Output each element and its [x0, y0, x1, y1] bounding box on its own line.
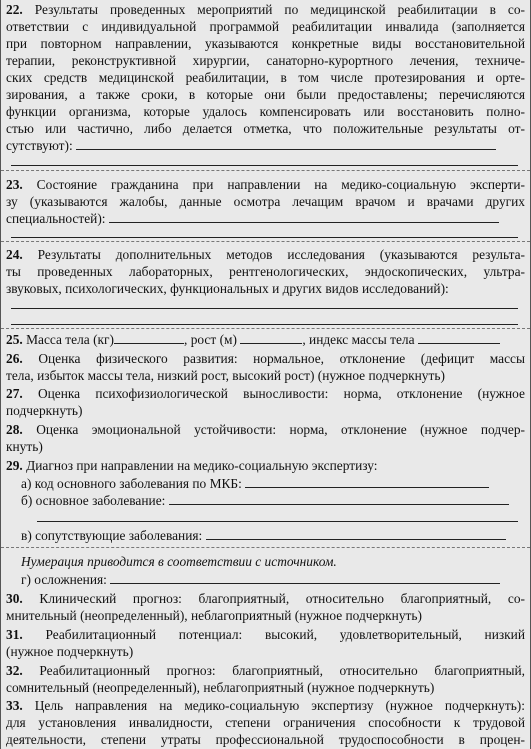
section-number: 29. [6, 458, 23, 473]
section-26-text: тела, избыток массы тела, низкий рост, высокий рост) (нужное подчеркнуть) [6, 368, 445, 383]
height-field[interactable] [240, 331, 302, 344]
section-24-text: звуковых, психологических, функциональных и других видов исследований): [6, 281, 449, 296]
section-22-text: функции организма, которые удалось компенсировать или восстановить полно- [6, 104, 525, 119]
results-field[interactable] [76, 137, 496, 150]
icd-code-field[interactable] [245, 475, 489, 488]
section-22-text: при повторном направлении, указываются конкретные виды восстановительной [6, 36, 525, 51]
section-26 [6, 350, 525, 367]
section-24-text: Результаты дополнительных методов исследования (указываются результа- [37, 247, 525, 262]
section-number: 22. [6, 2, 23, 17]
divider [1, 534, 530, 548]
mass-label: Масса тела (кг) [26, 332, 114, 347]
section-32-text: сомнительный (неопределенный), неблагоприятный (нужное подчеркнуть) [6, 680, 435, 695]
section-32-text: Реабилитационный прогноз: благоприятный, относительно благоприятный, [39, 663, 525, 678]
section-33-text: Цель направления на медико-социальную экспертизу (нужное подчеркнуть): [34, 698, 525, 713]
blank-line[interactable] [11, 165, 518, 166]
blank-line[interactable] [11, 308, 518, 309]
section-number: 32. [6, 663, 23, 678]
section-number: 33. [6, 698, 23, 713]
bmi-label: , индекс массы тела [302, 332, 415, 347]
section-number: 31. [6, 627, 23, 642]
section-24-text: ты проведенных лабораторных, рентгенологических, эндоскопических, ультра- [6, 264, 525, 279]
section-22-text: Результаты проведенных мероприятий по медицинской реабилитации в со- [34, 2, 525, 17]
blank-line[interactable] [11, 237, 518, 238]
section-22-text: ских средств медицинской реабилитации, в том числе протезирования и орте- [6, 70, 525, 85]
section-26-text: Оценка физического развития: нормальное, отклонение (дефицит массы [38, 351, 525, 366]
main-disease-field[interactable] [169, 492, 509, 505]
comorbidities-label: в) сопутствующие заболевания: [21, 528, 203, 543]
condition-field[interactable] [109, 210, 499, 223]
section-27 [6, 385, 525, 402]
icd-code-label: а) код основного заболевания по МКБ: [21, 476, 242, 491]
section-27-text: подчеркнуть) [6, 403, 83, 418]
section-number: 27. [6, 386, 23, 401]
complications-field[interactable] [110, 571, 500, 584]
section-28-text: Оценка эмоциональной устойчивости: норма, отклонение (нужное подчер- [36, 422, 525, 437]
section-23-text: Состояние гражданина при направлении на медико-социальную эксперти- [36, 177, 525, 192]
section-33-text: для установления инвалидности, степени ограничения способности к трудовой [6, 715, 525, 730]
section-25 [6, 331, 525, 348]
bmi-field[interactable] [418, 331, 500, 344]
section-22-text: сутствуют): [6, 138, 73, 153]
section-22-text: зирования, а также сроки, в которые они были предоставлены; перечисляются [6, 87, 525, 102]
section-number: 28. [6, 422, 23, 437]
section-33-text: деятельности, степени утраты профессиональной трудоспособности в процен- [6, 732, 525, 747]
blank-line[interactable] [11, 324, 518, 325]
section-30 [6, 590, 525, 607]
height-label: , рост (м) [184, 332, 237, 347]
complications-label: г) осложнения: [21, 572, 107, 587]
section-32 [6, 662, 525, 679]
section-28 [6, 421, 525, 438]
section-27-text: Оценка психофизиологической выносливости: норма, отклонение (нужное [37, 386, 525, 401]
section-number: 26. [6, 351, 23, 366]
footnote: Нумерация приводится в соответствии с источником. [21, 554, 337, 569]
section-28-text: кнуть) [6, 439, 43, 454]
section-22-text: стью или частично, либо делается отметка, что положительные результаты от- [6, 121, 525, 136]
section-30-text: мнительный (неопределенный), неблагоприятный (нужное подчеркнуть) [6, 608, 422, 623]
section-31-text: (нужное подчеркнуть) [6, 644, 134, 659]
section-31 [6, 626, 525, 643]
section-22-text: ответствии с индивидуальной программой реабилитации инвалида (заполняется [6, 19, 525, 34]
section-number: 23. [6, 177, 23, 192]
section-number: 30. [6, 591, 23, 606]
main-disease-label: б) основное заболевание: [21, 493, 166, 508]
diagnosis-title: Диагноз при направлении на медико-социальную экспертизу: [26, 458, 378, 473]
section-number: 24. [6, 247, 23, 262]
section-23-text: специальностей): [6, 211, 106, 226]
section-22 [1, 0, 530, 171]
section-23-text: зу (указываются жалобы, данные осмотра лечащим врачом и врачами других [6, 194, 525, 209]
section-31-text: Реабилитационный потенциал: высокий, удовлетворительный, низкий [45, 627, 525, 642]
section-29 [6, 457, 525, 474]
section-33 [6, 697, 525, 714]
mass-field[interactable] [114, 331, 184, 344]
section-22-text: терапии, реконструктивной хирургии, санаторно-курортного лечения, техниче- [6, 53, 525, 68]
section-number: 25. [6, 332, 23, 347]
section-24 [1, 242, 530, 329]
blank-line[interactable] [37, 521, 518, 522]
section-23 [1, 171, 530, 242]
section-30-text: Клинический прогноз: благоприятный, относительно благоприятный, со- [39, 591, 525, 606]
